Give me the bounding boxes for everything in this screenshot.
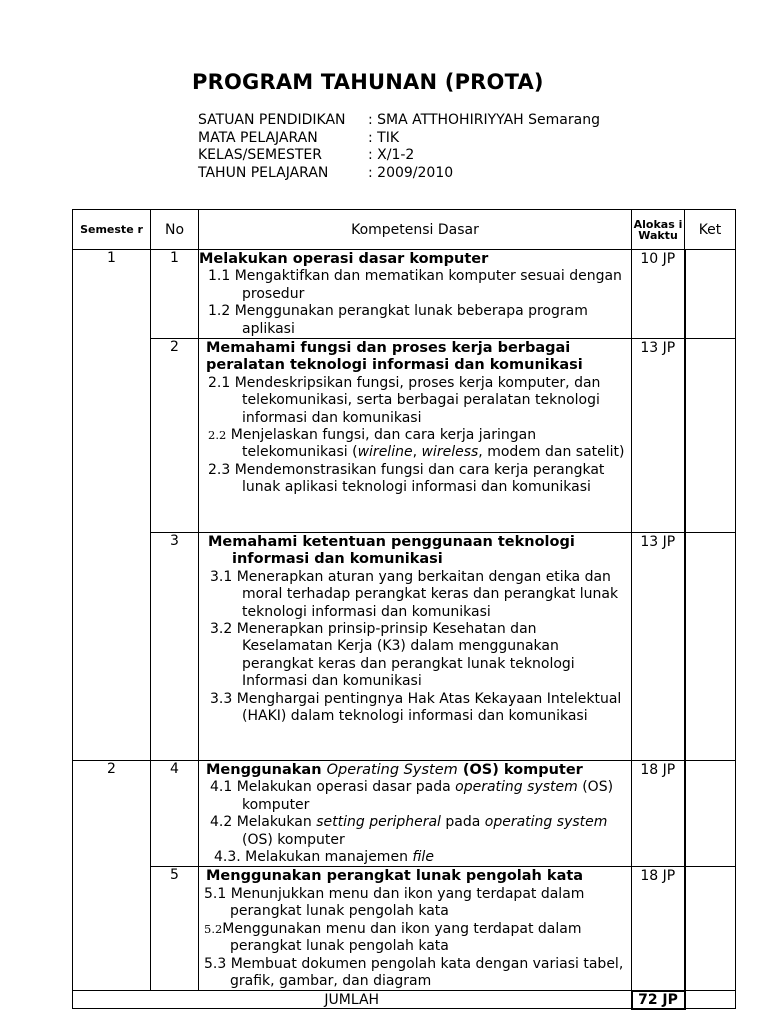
kd-item — [202, 779, 628, 814]
kd-item: 3.3 Menghargai pentingnya Hak Atas Kekayaan Intelektual (HAKI) dalam teknologi informasi dan komunikasi — [210, 690, 622, 725]
header-kompetensi-dasar: Kompetensi Dasar — [199, 210, 632, 250]
total-label: JUMLAH — [73, 991, 632, 1009]
total-row — [73, 991, 736, 1009]
info-value: : TIK — [368, 129, 400, 146]
alokasi-cell: 13 JP — [632, 339, 685, 533]
kd-item-italic: file — [412, 849, 434, 866]
table-row — [73, 533, 736, 761]
info-row-tahun — [198, 165, 600, 183]
kd-title: Melakukan operasi dasar komputer — [199, 251, 489, 267]
kd-item: 2.3 Mendemonstrasikan fungsi dan cara kerja perangkat lunak aplikasi teknologi informasi dan komunikasi — [208, 461, 605, 496]
kd-cell — [199, 250, 632, 339]
ket-cell — [685, 250, 736, 339]
no-cell: 1 — [151, 250, 199, 339]
kd-item: 3.1 Menerapkan aturan yang berkaitan dengan etika dan moral terhadap perangkat keras dan perangkat lunak teknologi informasi dan komunikasi — [210, 568, 619, 620]
kd-item-italic: operating system — [484, 814, 608, 831]
kd-cell — [199, 533, 632, 761]
info-row-kelas — [198, 147, 600, 165]
ket-cell — [685, 533, 736, 761]
info-value: : 2009/2010 — [368, 164, 454, 181]
info-value: : X/1-2 — [368, 147, 415, 163]
kd-cell — [199, 867, 632, 991]
kd-item: 5.1 Menunjukkan menu dan ikon yang terdapat dalam perangkat lunak pengolah kata — [204, 885, 585, 920]
kd-item: 2.1 Mendeskripsikan fungsi, proses kerja komputer, dan telekomunikasi, serta berbagai peralatan teknologi informasi dan komunikasi — [208, 374, 601, 426]
header-no: No — [151, 210, 199, 250]
kd-item-number: 2.2 — [208, 428, 227, 443]
kd-item-number: 5.2 — [204, 921, 223, 936]
alokasi-cell: 10 JP — [632, 250, 685, 339]
kd-item: 1.2 Menggunakan perangkat lunak beberapa program aplikasi — [208, 303, 588, 337]
kd-item-text: , — [412, 444, 422, 461]
ket-cell — [685, 867, 736, 991]
kd-item-text: pada — [440, 814, 485, 831]
prota-table — [72, 209, 736, 1010]
kd-item-italic: setting peripheral — [316, 814, 441, 831]
header-ket: Ket — [685, 210, 736, 250]
info-key: TAHUN PELAJARAN — [198, 164, 329, 181]
alokasi-cell: 13 JP — [632, 533, 685, 761]
kd-item-text: 4.2 Melakukan — [210, 814, 317, 831]
kd-item — [202, 921, 628, 956]
kd-item-text: Menjelaskan fungsi, dan cara kerja jaringan telekomunikasi ( — [230, 427, 537, 461]
semester-cell: 2 — [73, 761, 151, 991]
kd-item — [202, 849, 628, 866]
kd-cell — [199, 339, 632, 533]
kd-title: Memahami fungsi dan proses kerja berbagai peralatan teknologi informasi dan komunikasi — [206, 340, 583, 374]
header-alokasi-waktu: Alokas i Waktu — [632, 210, 685, 250]
kd-item-text: (OS) komputer — [242, 831, 345, 848]
kd-item-text: (OS) komputer — [242, 779, 614, 813]
info-key: MATA PELAJARAN — [198, 129, 318, 146]
document-info — [198, 112, 600, 182]
kd-item: 5.3 Membuat dokumen pengolah kata dengan variasi tabel, grafik, gambar, dan diagram — [204, 955, 624, 989]
kd-item-text: 4.1 Melakukan operasi dasar pada — [210, 779, 456, 796]
prota-table-container — [72, 209, 735, 1011]
table-row — [73, 250, 736, 339]
kd-title-text: (OS) komputer — [457, 762, 583, 779]
kd-title: Memahami ketentuan penggunaan teknologi informasi dan komunikasi — [208, 534, 575, 568]
total-value: 72 JP — [632, 991, 685, 1009]
kd-item-italic: operating system — [455, 779, 578, 796]
info-key: SATUAN PENDIDIKAN — [198, 112, 346, 128]
alokasi-cell: 18 JP — [632, 761, 685, 867]
ket-cell — [685, 339, 736, 533]
page-title: PROGRAM TAHUNAN (PROTA) — [192, 70, 544, 94]
kd-item-italic: wireline — [357, 444, 413, 461]
kd-item-text: , modem dan satelit) — [478, 444, 625, 461]
info-row-mapel — [198, 130, 600, 148]
table-row — [73, 761, 736, 867]
kd-item-text: 4.3. Melakukan manajemen — [214, 849, 413, 866]
table-row — [73, 339, 736, 533]
alokasi-cell: 18 JP — [632, 867, 685, 991]
kd-title-italic: Operating System — [326, 762, 458, 779]
semester-cell: 1 — [73, 250, 151, 761]
no-cell: 4 — [151, 761, 199, 867]
kd-item — [202, 814, 628, 849]
kd-title: Menggunakan perangkat lunak pengolah kata — [206, 868, 584, 885]
kd-item-text: Menggunakan menu dan ikon yang terdapat dalam perangkat lunak pengolah kata — [222, 920, 582, 955]
kd-title-text: Menggunakan — [206, 762, 327, 779]
no-cell: 3 — [151, 533, 199, 761]
ket-cell — [685, 761, 736, 867]
kd-item: 3.2 Menerapkan prinsip-prinsip Kesehatan dan Keselamatan Kerja (K3) dalam menggunakan perangkat keras dan perangkat lunak teknologi Informasi dan komunikasi — [210, 621, 575, 690]
info-row-satuan — [198, 112, 600, 130]
info-value: : SMA ATTHOHIRIYYAH Semarang — [368, 112, 600, 128]
kd-item: 1.1 Mengaktifkan dan mematikan komputer sesuai dengan prosedur — [208, 268, 622, 302]
no-cell: 5 — [151, 867, 199, 991]
kd-cell — [199, 761, 632, 867]
kd-item — [202, 427, 628, 462]
kd-title — [202, 762, 628, 779]
kd-item-italic: wireless — [421, 444, 479, 461]
ket-cell — [685, 991, 736, 1009]
table-row — [73, 867, 736, 991]
table-header-row — [73, 210, 736, 250]
info-key: KELAS/SEMESTER — [198, 147, 322, 163]
header-semester: Semeste r — [73, 210, 151, 250]
no-cell: 2 — [151, 339, 199, 533]
